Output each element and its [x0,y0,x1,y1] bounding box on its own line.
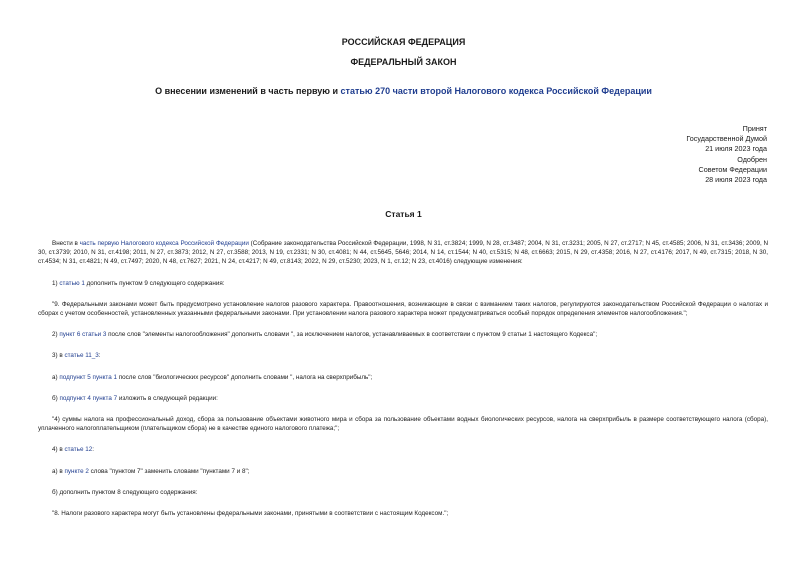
item-4-link[interactable]: статье 12 [64,446,93,454]
adoption-line: 28 июля 2023 года [705,175,767,185]
text-span: после слов "элементы налогообложения" дополнить словами ", за исключением налогов, устанавливаемых в соответствии с пунктом 9 статьи 1 настоящего Кодекса"; [106,331,598,339]
item-4 [38,445,768,454]
item-2-link[interactable]: пункт 6 статьи 3 [59,331,107,339]
federation-heading: РОССИЙСКАЯ ФЕДЕРАЦИЯ [341,37,466,47]
text-span: 1) [52,279,60,287]
text-span: : [92,446,94,454]
text-span: после слов "биологических ресурсов" дополнить словами ", налога на сверхприбыль"; [116,373,373,381]
item-4a-link[interactable]: пункте 2 [64,467,89,475]
adoption-line: 21 июля 2023 года [705,144,767,154]
text-span: (Собрание законодательства Российской Федерации, 1998, N 31, ст.3824; 1999, N 28, ст.3487; 2004, N 31, ст.3231; 2005, N 27, ст.2717; N 45, ст.4585; 2006, N 31, ст.3436; 2009, N 30, ст.3739; 2010, N 31, ст.4198; 2011, N 27, ст.3873; 2012, N 27, ст.3588; 2013, N 19, ст.2331; N 30, ст.4081; N 44, ст.5645, 5646; 2014, N 14, ст.1544; N 40, ст.5315; N 48, ст.6663; 2015, N 29, ст.4358; 2016, N 27, ст.4176; 2017, N 49, ст.7315; 2018, N 30, ст.4534; N 31, ст.4821; N 49, ст.7497; 2020, N 48, ст.7627; 2021, N 24, ст.4217; N 49, ст.8143; 2022, N 29, ст.5230; 2023, N 1, ст.12; N 23, ст.4016) следующие изменения: [38,240,768,266]
adoption-line: Государственной Думой [686,134,767,144]
item-3a-link[interactable]: подпункт 5 пункта 1 [59,373,117,381]
item-3-link[interactable]: статье 11_3 [64,352,99,360]
text-span: 2) [52,331,60,339]
adoption-line: Принят [742,124,767,133]
law-title [0,86,807,96]
law-title-link[interactable]: статью 270 части второй Налогового кодекса Российской Федерации [340,86,652,96]
item-1-quote: "9. Федеральными законами может быть предусмотрено установление налогов разового характера. Правоотношения, возникающие в связи с взиманием таких налогов, регулируются законодательством Российской Федерации о налогах и сборах с учетом особенностей, установленных указанными федеральными законами. При установлении налога разового характера может предусматриваться особый порядок определения элементов налогообложения."; [38,300,768,318]
law-title-prefix: О внесении изменений в часть первую и [155,86,341,96]
law-type-heading: ФЕДЕРАЛЬНЫЙ ЗАКОН [350,57,457,67]
item-4b: б) дополнить пунктом 8 следующего содержания: [52,488,198,496]
article-body [38,239,768,530]
item-1 [38,279,768,288]
text-span: 4) в [52,446,65,454]
article-title: Статья 1 [385,209,422,219]
text-span: а) в [52,467,65,475]
text-span: слова "пунктом 7" заменить словами "пунктами 7 и 8"; [88,467,250,475]
text-span: изложить в следующей редакции: [117,394,218,402]
text-span: б) [52,394,60,402]
adoption-line: Одобрен [737,154,767,164]
text-span: дополнить пунктом 9 следующего содержания: [84,279,225,287]
item-3b [38,394,768,403]
item-3a [38,373,768,382]
item-3b-quote: "4) суммы налога на профессиональный доход, сбора за пользование объектами животного мира и сбора за пользование объектами водных биологических ресурсов, налога на сверхприбыль в размере соответствующего налога (сбора), уплаченного налогоплательщиком (плательщиком сбора) не в качестве единого налогового платежа;"; [38,416,768,433]
item-4b-quote: "8. Налоги разового характера могут быть установлены федеральными законами, принятыми в соответствии с настоящим Кодексом."; [52,510,449,518]
intro-link[interactable]: часть первую Налогового кодекса Российской Федерации [79,240,249,247]
item-1-link[interactable]: статью 1 [59,279,85,287]
text-span: а) [52,373,60,381]
intro-paragraph [38,239,768,267]
item-4a [38,467,768,476]
text-span: 3) в [52,352,65,360]
text-span: : [98,352,101,360]
adoption-line: Советом Федерации [698,164,767,174]
text-span: Внести в [52,240,80,247]
item-3 [38,351,768,360]
item-2 [38,330,768,339]
item-3b-link[interactable]: подпункт 4 пункта 7 [59,394,118,402]
adoption-info [627,124,767,185]
